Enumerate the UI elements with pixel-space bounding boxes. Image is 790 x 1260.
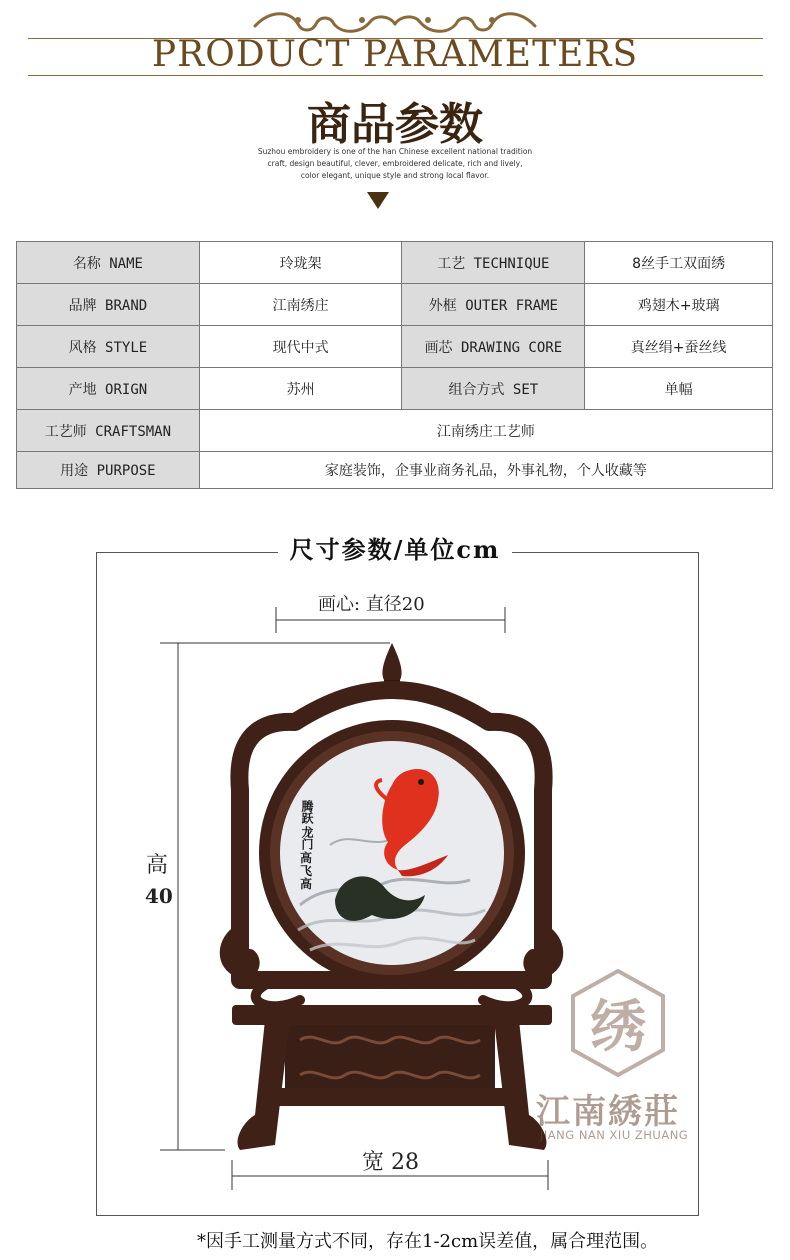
param-key-technique: 工艺 TECHNIQUE	[402, 242, 585, 284]
embroidery-calligraphy	[300, 800, 334, 891]
subtitle-line-3: color elegant, unique style and strong local flavor.	[300, 171, 490, 180]
title-chinese: 商品参数	[307, 99, 483, 150]
param-value-set: 单幅	[585, 368, 773, 410]
watermark-glyph: 绣	[590, 995, 646, 1060]
param-key-name: 名称 NAME	[17, 242, 200, 284]
width-label: 宽 28	[362, 1150, 419, 1175]
param-value-brand: 江南绣庄	[199, 284, 402, 326]
watermark-brand-english: JIANG NAN XIU ZHUANG	[540, 1128, 689, 1142]
param-key-drawing-core: 画芯 DRAWING CORE	[402, 326, 585, 368]
title-english: PRODUCT PARAMETERS	[151, 34, 639, 75]
height-value: 40	[145, 884, 173, 908]
watermark-brand-chinese: 江南綉莊	[536, 1092, 680, 1132]
calligraphy-text-3: 高	[300, 851, 313, 865]
param-key-origin: 产地 ORIGN	[17, 368, 200, 410]
calligraphy-text-4: 飞	[300, 864, 313, 878]
subtitle-line-2: craft, design beautiful, clever, embroidered delicate, rich and lively,	[267, 159, 523, 168]
param-key-outer-frame: 外框 OUTER FRAME	[402, 284, 585, 326]
size-section-title: 尺寸参数/单位cm	[278, 535, 513, 564]
diameter-label: 画心: 直径20	[318, 594, 425, 615]
param-value-technique: 8丝手工双面绣	[585, 242, 773, 284]
height-label: 高	[146, 853, 169, 878]
param-value-outer-frame: 鸡翅木+玻璃	[585, 284, 773, 326]
param-key-purpose: 用途 PURPOSE	[17, 452, 200, 489]
param-key-style: 风格 STYLE	[17, 326, 200, 368]
calligraphy-text-5: 高	[300, 877, 313, 891]
param-key-brand: 品牌 BRAND	[17, 284, 200, 326]
param-value-drawing-core: 真丝绢+蚕丝线	[585, 326, 773, 368]
brand-watermark-logo-icon	[568, 968, 668, 1078]
param-value-origin: 苏州	[199, 368, 402, 410]
calligraphy-text-1: 腾跃	[300, 800, 314, 824]
subtitle-line-1: Suzhou embroidery is one of the han Chinese excellent national tradition	[257, 147, 533, 156]
param-value-name: 玲珑架	[199, 242, 402, 284]
param-value-style: 现代中式	[199, 326, 402, 368]
param-value-craftsman: 江南绣庄工艺师	[199, 410, 772, 452]
calligraphy-text-2: 龙门	[300, 826, 314, 850]
param-key-set: 组合方式 SET	[402, 368, 585, 410]
param-value-purpose: 家庭装饰，企事业商务礼品，外事礼物，个人收藏等	[199, 452, 772, 489]
param-key-craftsman: 工艺师 CRAFTSMAN	[17, 410, 200, 452]
measurement-note: *因手工测量方式不同，存在1-2cm误差值，属合理范围。	[197, 1231, 659, 1252]
